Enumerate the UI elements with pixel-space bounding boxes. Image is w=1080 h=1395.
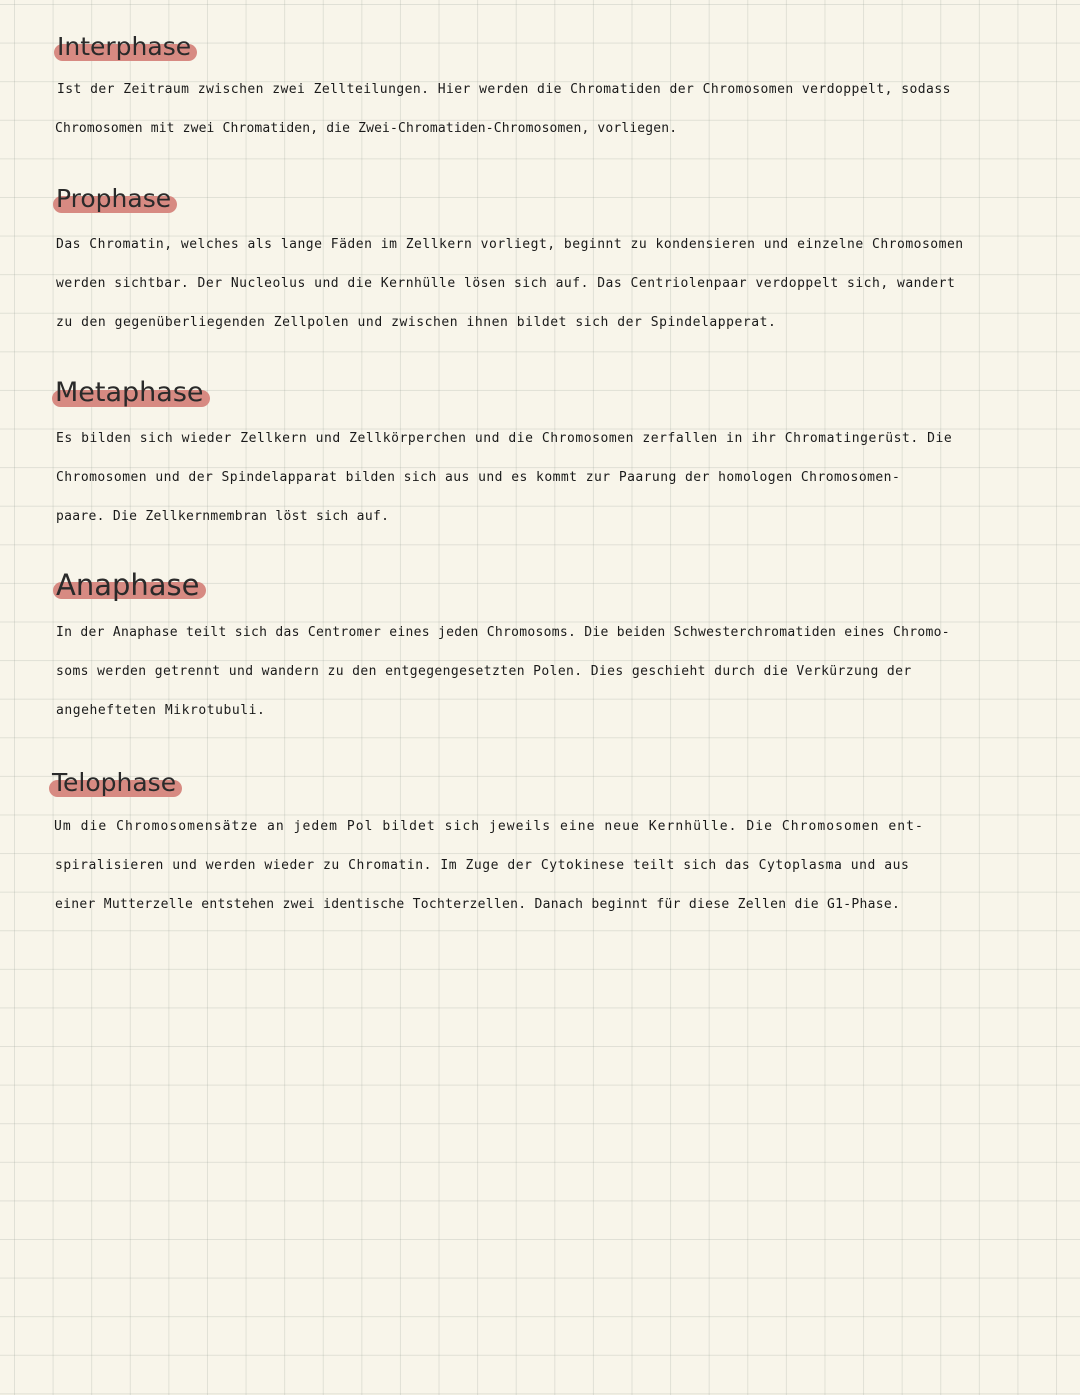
- text-line: Es bilden sich wieder Zellkern und Zellkörperchen und die Chromosomen zerfallen in ihr Chromatingerüst. Die: [56, 431, 953, 446]
- text-line: werden sichtbar. Der Nucleolus und die Kernhülle lösen sich auf. Das Centriolenpaar verdoppelt sich, wandert: [56, 276, 956, 291]
- text-line: In der Anaphase teilt sich das Centromer eines jeden Chromosoms. Die beiden Schwesterchromatiden eines Chromo-: [56, 625, 950, 640]
- heading-metaphase: Metaphase: [52, 378, 208, 408]
- heading-interphase: Interphase: [54, 32, 195, 62]
- heading-anaphase: Anaphase: [53, 570, 204, 600]
- text-line: spiralisieren und werden wieder zu Chromatin. Im Zuge der Cytokinese teilt sich das Cytoplasma und aus: [55, 858, 910, 873]
- heading-telophase: Telophase: [49, 768, 180, 798]
- text-line: paare. Die Zellkernmembran löst sich auf.: [56, 509, 390, 524]
- text-line: Um die Chromosomensätze an jedem Pol bildet sich jeweils eine neue Kernhülle. Die Chromosomen ent-: [54, 819, 924, 834]
- text-line: Chromosomen und der Spindelapparat bilden sich aus und es kommt zur Paarung der homologen Chromosomen-: [56, 470, 901, 485]
- text-line: Chromosomen mit zwei Chromatiden, die Zwei-Chromatiden-Chromosomen, vorliegen.: [55, 121, 678, 136]
- text-line: einer Mutterzelle entstehen zwei identische Tochterzellen. Danach beginnt für diese Zellen die G1-Phase.: [55, 897, 901, 912]
- heading-prophase: Prophase: [53, 184, 175, 214]
- text-line: Das Chromatin, welches als lange Fäden im Zellkern vorliegt, beginnt zu kondensieren und einzelne Chromosomen: [56, 237, 964, 252]
- text-line: soms werden getrennt und wandern zu den entgegengesetzten Polen. Dies geschieht durch die Verkürzung der: [56, 664, 912, 679]
- text-line: angehefteten Mikrotubuli.: [56, 703, 266, 718]
- text-line: zu den gegenüberliegenden Zellpolen und zwischen ihnen bildet sich der Spindelapperat.: [56, 315, 777, 330]
- text-line: Ist der Zeitraum zwischen zwei Zellteilungen. Hier werden die Chromatiden der Chromosomen verdoppelt, sodass: [57, 82, 951, 97]
